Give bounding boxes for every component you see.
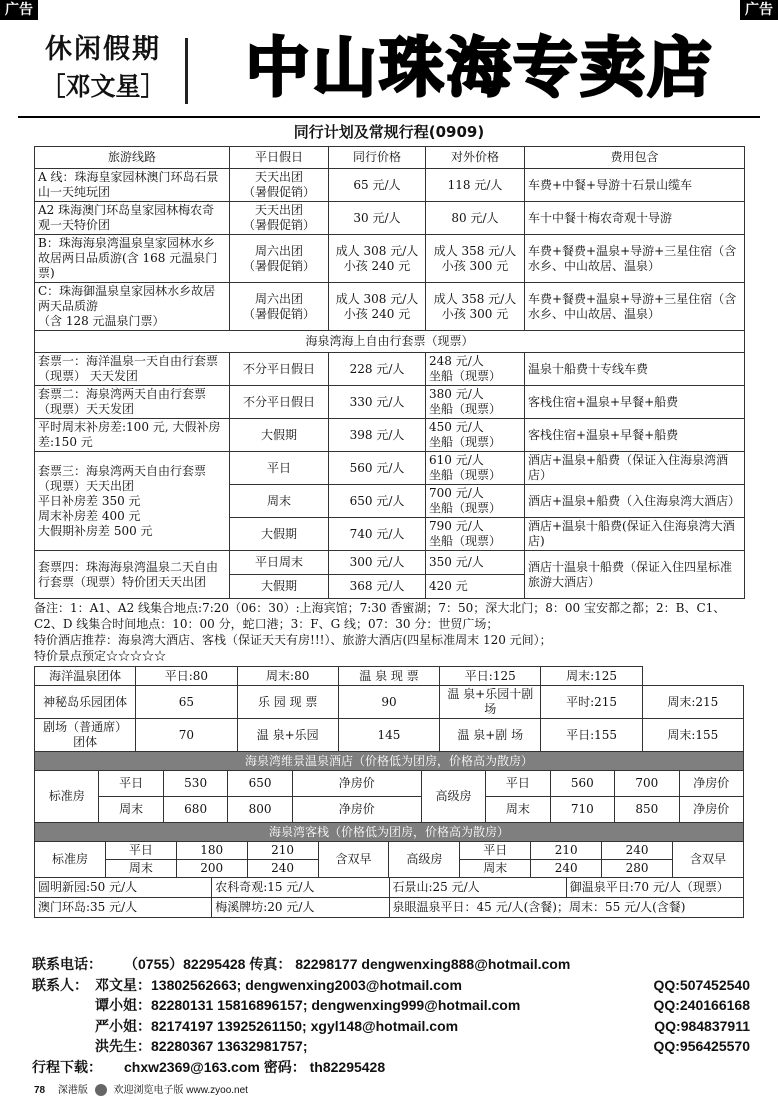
contact-v: 严小姐：82174197 13925261150; xgyl148@hotmail.com xyxy=(95,1017,459,1034)
attraction-cell: 海洋温泉团体 xyxy=(35,667,136,686)
hotel-sup-label: 高级房 xyxy=(421,771,485,823)
route-cell: 周六出团 （暑假促销） xyxy=(230,283,329,331)
route-cell: A 线：珠海皇家园林澳门环岛石景山一天纯玩团 xyxy=(35,169,230,202)
attraction-cell: 平日:125 xyxy=(440,667,541,686)
package-cell: 套票三：海泉湾两天自由行套票（现票）天天出团 平日补房差 350 元 周末补房差 400 元 大假期补房差 500 元 xyxy=(35,452,230,551)
package-cell: 248 元/人 坐船（现票） xyxy=(426,353,525,386)
hotel-cell: 850 xyxy=(615,797,679,823)
inn-cell: 周末 xyxy=(460,860,531,878)
route-cell: 成人 358 元/人 小孩 300 元 xyxy=(426,235,525,283)
route-cell: 成人 308 元/人 小孩 240 元 xyxy=(329,283,426,331)
package-cell: 不分平日假日 xyxy=(230,386,329,419)
package-cell: 平日 xyxy=(230,452,329,485)
hotel-cell: 周末 xyxy=(486,797,550,823)
attraction-cell: 周末:155 xyxy=(642,719,743,752)
sea-package-banner: 海泉湾海上自由行套票（现票） xyxy=(35,331,745,353)
package-cell: 温泉十船费十专线车费 xyxy=(525,353,745,386)
contact-v: chxw2369@163.com 密码： th82295428 xyxy=(124,1058,386,1075)
package-cell: 客栈住宿+温泉+早餐+船费 xyxy=(525,386,745,419)
table-row xyxy=(35,667,744,686)
table-row xyxy=(35,353,745,386)
package-cell: 平日周末 xyxy=(230,551,329,575)
contact-k: 联系人： xyxy=(32,976,88,993)
package-cell: 420 元 xyxy=(426,575,525,599)
inn-cell: 平日 xyxy=(105,842,176,860)
package-cell: 客栈住宿+温泉+早餐+船费 xyxy=(525,419,745,452)
column-header: 费用包含 xyxy=(525,147,745,169)
package-cell: 350 元/人 xyxy=(426,551,525,575)
table-row xyxy=(35,719,744,752)
attraction-cell: 温 泉+乐园 xyxy=(237,719,338,752)
inn-banner: 海泉湾客栈（价格低为团房，价格高为散房） xyxy=(35,823,744,842)
package-cell: 酒店+温泉+船费（保证入住海泉湾酒店） xyxy=(525,452,745,485)
package-cell: 套票一：海洋温泉一天自由行套票（现票） 天天发团 xyxy=(35,353,230,386)
hotel-std-label: 标准房 xyxy=(35,771,99,823)
table-row xyxy=(35,771,744,797)
inn-cell: 240 xyxy=(247,860,318,878)
misc-price-cell: 澳门环岛:35 元/人 xyxy=(35,898,212,918)
contact-v: 洪先生：82280367 13632981757; xyxy=(95,1038,308,1054)
misc-price-cell: 农科奇观:15 元/人 xyxy=(212,878,389,898)
title-rule xyxy=(18,116,760,118)
package-cell: 酒店十温泉十船费（保证入住四星标准旅游大酒店） xyxy=(525,551,745,599)
table-row xyxy=(35,419,745,452)
column-header: 旅游线路 xyxy=(35,147,230,169)
inn-cell: 240 xyxy=(602,842,673,860)
attraction-cell: 温 泉 现 票 xyxy=(338,667,439,686)
table-row xyxy=(35,169,745,202)
attraction-cell: 90 xyxy=(338,686,439,719)
hotel-cell: 净房价 xyxy=(679,797,743,823)
attraction-cell: 剧场（普通席）团体 xyxy=(35,719,136,752)
route-cell: 30 元/人 xyxy=(329,202,426,235)
table-row xyxy=(35,551,745,575)
route-cell: 车费+中餐+导游十石景山缆车 xyxy=(525,169,745,202)
page-title: 中山珠海专卖店 xyxy=(245,32,715,106)
note-line: 特价酒店推荐：海泉湾大酒店、客栈（保证天天有房!!!）、旅游大酒店(四星标准周末 120 元间）； xyxy=(34,633,552,647)
attraction-cell: 周末:125 xyxy=(541,667,642,686)
route-cell: 车十中餐十梅农奇观十导游 xyxy=(525,202,745,235)
inn-cell: 周末 xyxy=(105,860,176,878)
package-cell: 大假期 xyxy=(230,419,329,452)
table-row xyxy=(35,686,744,719)
contact-q: QQ:240166168 xyxy=(653,997,750,1013)
edition-label: 深港版 xyxy=(57,1085,88,1096)
inn-cell: 平日 xyxy=(460,842,531,860)
contact-row xyxy=(32,1057,750,1078)
brand-line-2: ［邓文星］ xyxy=(40,72,166,101)
package-cell: 周末 xyxy=(230,485,329,518)
table-row xyxy=(35,147,745,169)
attraction-cell: 周末:215 xyxy=(642,686,743,719)
attraction-cell: 145 xyxy=(338,719,439,752)
table-row xyxy=(35,752,744,771)
package-cell: 450 元/人 坐船（现票） xyxy=(426,419,525,452)
contact-k: 联系电话： xyxy=(32,956,102,972)
route-cell: 周六出团 （暑假促销） xyxy=(230,235,329,283)
contact-row xyxy=(32,1036,750,1057)
misc-prices-table xyxy=(34,877,744,918)
package-cell: 大假期 xyxy=(230,575,329,599)
hotel-cell: 530 xyxy=(163,771,227,797)
misc-price-cell: 泉眼温泉平日：45 元/人(含餐)；周末：55 元/人(含餐) xyxy=(389,898,744,918)
header-divider xyxy=(185,38,188,104)
inn-cell: 240 xyxy=(531,860,602,878)
table-row xyxy=(35,823,744,842)
contact-v: 邓文星：13802562663; dengwenxing2003@hotmail.com xyxy=(95,976,462,993)
route-cell: 65 元/人 xyxy=(329,169,426,202)
attraction-cell: 平时:215 xyxy=(541,686,642,719)
hotel-cell: 560 xyxy=(550,771,614,797)
table-row xyxy=(35,842,744,860)
contact-row xyxy=(32,975,750,996)
inn-breakfast: 含双早 xyxy=(673,842,744,878)
route-cell: 80 元/人 xyxy=(426,202,525,235)
package-cell: 228 元/人 xyxy=(329,353,426,386)
hotel-cell: 680 xyxy=(163,797,227,823)
route-cell: A2 珠海澳门环岛皇家园林梅农奇观一天特价团 xyxy=(35,202,230,235)
package-cell: 不分平日假日 xyxy=(230,353,329,386)
route-cell: 车费+餐费+温泉+导游+三星住宿（含水乡、中山故居、温泉） xyxy=(525,235,745,283)
brand-line-1: 休闲假期 xyxy=(45,34,161,65)
contact-row xyxy=(32,995,750,1016)
package-cell: 酒店+温泉十船费(保证入住海泉湾大酒店) xyxy=(525,518,745,551)
page-footer xyxy=(34,1081,248,1096)
package-cell: 大假期 xyxy=(230,518,329,551)
inn-cell: 210 xyxy=(247,842,318,860)
package-cell: 368 元/人 xyxy=(329,575,426,599)
hotel-table xyxy=(34,751,744,823)
attraction-cell: 乐 园 现 票 xyxy=(237,686,338,719)
table-row xyxy=(35,452,745,485)
route-cell: 成人 308 元/人 小孩 240 元 xyxy=(329,235,426,283)
hotel-cell: 净房价 xyxy=(292,771,421,797)
column-header: 对外价格 xyxy=(426,147,525,169)
note-line: 备注：1：A1、A2 线集合地点:7:20（06：30）:上海宾馆；7:30 香蜜湖；7：50；深大北门；8：00 宝安都之都；2：B、C1、C2、D 线集合时间地点：10：00 分，蛇口港；3：F、G 线；07：30 分：世贸广场； xyxy=(34,601,726,631)
route-cell: B：珠海海泉湾温泉皇家园林水乡故居两日品质游(含 168 元温泉门票) xyxy=(35,235,230,283)
package-cell: 330 元/人 xyxy=(329,386,426,419)
misc-price-cell: 御温泉平日:70 元/人（现票） xyxy=(566,878,743,898)
hotel-cell: 平日 xyxy=(99,771,163,797)
table-row xyxy=(35,331,745,353)
route-cell: 车费+餐费+温泉+导游+三星住宿（含水乡、中山故居、温泉） xyxy=(525,283,745,331)
route-cell: 天天出团 （暑假促销） xyxy=(230,169,329,202)
hotel-cell: 700 xyxy=(615,771,679,797)
hotel-cell: 净房价 xyxy=(679,771,743,797)
inn-cell: 180 xyxy=(176,842,247,860)
column-header: 平日假日 xyxy=(230,147,329,169)
contact-k: 行程下载： xyxy=(32,1058,102,1075)
contact-section xyxy=(32,954,750,1077)
table-row xyxy=(35,283,745,331)
contact-q: QQ:956425570 xyxy=(653,1038,750,1054)
contact-q: QQ:984837911 xyxy=(654,1017,750,1034)
contact-v: 谭小姐：82280131 15816896157; dengwenxing999@hotmail.com xyxy=(95,997,521,1013)
package-cell: 560 元/人 xyxy=(329,452,426,485)
table-row xyxy=(35,202,745,235)
package-cell: 740 元/人 xyxy=(329,518,426,551)
hotel-cell: 净房价 xyxy=(292,797,421,823)
attraction-cell: 温 泉+乐园十剧场 xyxy=(440,686,541,719)
misc-price-cell: 石景山:25 元/人 xyxy=(389,878,566,898)
column-header: 同行价格 xyxy=(329,147,426,169)
hotel-banner: 海泉湾维景温泉酒店（价格低为团房，价格高为散房） xyxy=(35,752,744,771)
inn-cell: 280 xyxy=(602,860,673,878)
package-cell: 酒店+温泉+船费（入住海泉湾大酒店） xyxy=(525,485,745,518)
route-cell: 118 元/人 xyxy=(426,169,525,202)
hotel-cell: 平日 xyxy=(486,771,550,797)
table-row xyxy=(35,898,744,918)
table-row xyxy=(35,386,745,419)
routes-table xyxy=(34,146,745,599)
attraction-cell: 平日:155 xyxy=(541,719,642,752)
hotel-cell: 650 xyxy=(228,771,292,797)
notes-section xyxy=(34,600,744,664)
contact-row xyxy=(32,1016,750,1037)
misc-price-cell: 圆明新园:50 元/人 xyxy=(35,878,212,898)
misc-price-cell: 梅溪牌坊:20 元/人 xyxy=(212,898,389,918)
hotel-cell: 800 xyxy=(228,797,292,823)
attractions-table xyxy=(34,666,744,752)
package-cell: 380 元/人 坐船（现票） xyxy=(426,386,525,419)
package-cell: 套票四：珠海海泉湾温泉二天自由行套票（现票）特价团天天出团 xyxy=(35,551,230,599)
route-cell: 天天出团 （暑假促销） xyxy=(230,202,329,235)
page-subtitle: 同行计划及常规行程(0909) xyxy=(293,123,485,141)
inn-table xyxy=(34,822,744,878)
table-row xyxy=(35,797,744,823)
package-cell: 套票二：海泉湾两天自由行套票（现票）天天发团 xyxy=(35,386,230,419)
route-cell: 成人 358 元/人 小孩 300 元 xyxy=(426,283,525,331)
note-line: 特价景点预定☆☆☆☆☆ xyxy=(34,649,167,663)
table-row xyxy=(35,235,745,283)
package-cell: 610 元/人 坐船（现票） xyxy=(426,452,525,485)
attraction-cell: 周末:80 xyxy=(237,667,338,686)
inn-cell: 200 xyxy=(176,860,247,878)
hotel-cell: 周末 xyxy=(99,797,163,823)
table-row xyxy=(35,878,744,898)
package-cell: 700 元/人 坐船（现票） xyxy=(426,485,525,518)
inn-sup-label: 高级房 xyxy=(389,842,460,878)
package-cell: 650 元/人 xyxy=(329,485,426,518)
ad-corner-left: 广告 xyxy=(0,0,38,20)
package-cell: 398 元/人 xyxy=(329,419,426,452)
inn-std-label: 标准房 xyxy=(35,842,106,878)
package-cell: 平时周末补房差:100 元, 大假补房差:150 元 xyxy=(35,419,230,452)
route-cell: C：珠海御温泉皇家园林水乡故居两天品质游 （含 128 元温泉门票） xyxy=(35,283,230,331)
contact-row xyxy=(32,954,750,975)
attraction-cell: 温 泉+剧 场 xyxy=(440,719,541,752)
contact-q: QQ:507452540 xyxy=(653,976,750,993)
attraction-cell: 神秘岛乐园团体 xyxy=(35,686,136,719)
package-cell: 790 元/人 坐船（现票） xyxy=(426,518,525,551)
inn-cell: 210 xyxy=(531,842,602,860)
attraction-cell: 65 xyxy=(136,686,237,719)
footer-welcome: 欢迎浏览电子版 www.zyoo.net xyxy=(113,1085,248,1096)
attraction-cell: 平日:80 xyxy=(136,667,237,686)
package-cell: 300 元/人 xyxy=(329,551,426,575)
agency-brand xyxy=(28,34,178,102)
page-number: 78 xyxy=(34,1085,46,1096)
inn-breakfast: 含双早 xyxy=(318,842,389,878)
ad-corner-right: 广告 xyxy=(740,0,778,20)
attraction-cell: 70 xyxy=(136,719,237,752)
contact-v: （0755）82295428 传真： 82298177 dengwenxing888@hotmail.com xyxy=(124,956,571,972)
publisher-logo-icon xyxy=(95,1084,107,1096)
hotel-cell: 710 xyxy=(550,797,614,823)
